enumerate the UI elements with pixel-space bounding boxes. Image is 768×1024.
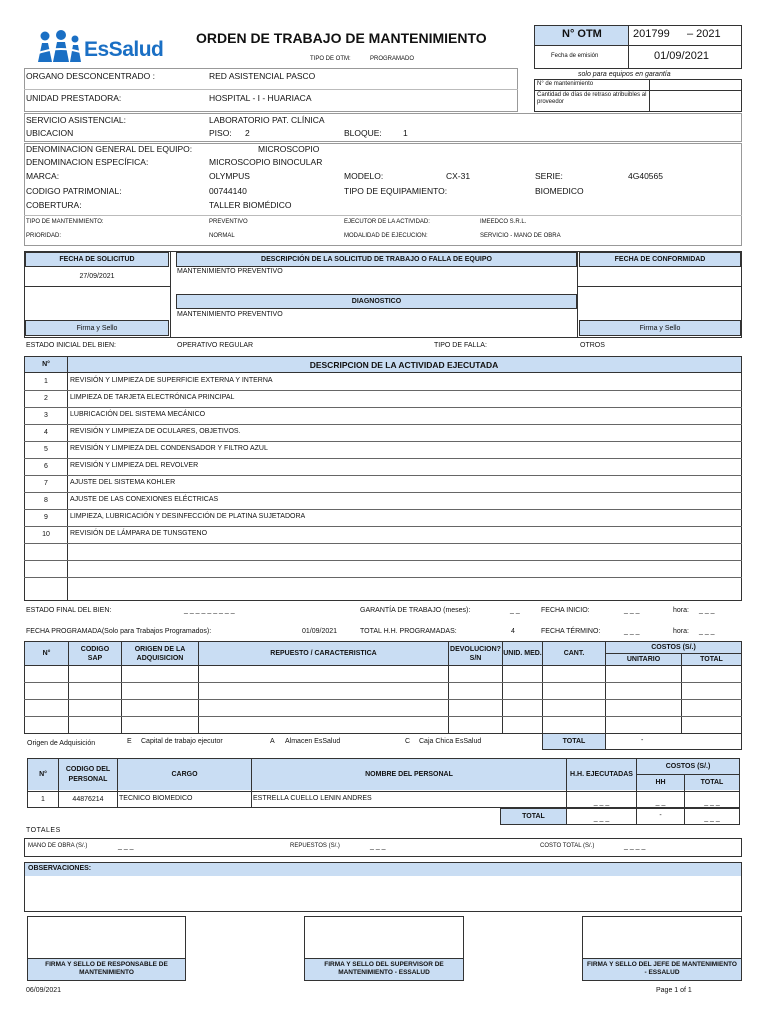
essalud-logo [36,30,171,64]
activity-description: AJUSTE DE LAS CONEXIONES ELÉCTRICAS [70,496,219,503]
den-especifica-label: DENOMINACION ESPECÍFICA: [26,157,149,167]
fecha-solicitud-label: FECHA DE SOLICITUD [59,256,135,263]
fecha-emision-value: 01/09/2021 [654,50,710,62]
rep-repuesto-header: REPUESTO / CARACTERISTICA [270,650,377,657]
otm-year: – 2021 [687,28,721,40]
activity-number: 9 [44,514,48,521]
per-total-hh: _ _ _ [593,815,610,822]
act-desc-header: DESCRIPCION DE LA ACTIVIDAD EJECUTADA [309,359,499,370]
rep-num-header: N° [42,650,51,657]
cobertura-label: COBERTURA: [26,200,82,210]
costo-total-label: COSTO TOTAL (S/.) [540,843,595,849]
activity-number [25,577,67,594]
tipo-eq-value: BIOMEDICO [535,186,584,196]
per-row-hh: _ _ _ [593,799,610,806]
firma3-caption: FIRMA Y SELLO DEL JEFE DE MANTENIMIENTO - ESSALUD [587,961,737,976]
per-row-hh2: _ _ [655,799,666,806]
fecha-inicio-value: _ _ _ [624,607,640,614]
rep-costos-header: COSTOS (S/.) [651,644,696,651]
activity-description: REVISIÓN DE LÁMPARA DE TUNSGTENO [70,530,208,537]
firma2-caption: FIRMA Y SELLO DEL SUPERVISOR DE MANTENIMIENTO - ESSALUD [324,961,444,976]
tipo-falla-label: TIPO DE FALLA: [434,342,487,349]
activity-number: 1 [44,378,48,385]
per-row-num: 1 [41,796,45,803]
hora1-value: _ _ _ [699,607,715,614]
page-title: ORDEN DE TRABAJO DE MANTENIMIENTO [196,30,487,46]
origen-label: Origen de Adquisición [27,740,96,747]
estado-inicial-label: ESTADO INICIAL DEL BIEN: [26,342,116,349]
rep-total-value-cell [605,733,742,750]
totales-label: TOTALES [26,827,61,834]
tipo-eq-label: TIPO DE EQUIPAMIENTO: [344,186,448,196]
per-row-nombre: ESTRELLA CUELLO LENIN ANDRES [253,795,372,802]
prioridad-value: NORMAL [209,233,235,239]
mano-obra-value: _ _ _ [118,843,134,850]
modalidad-value: SERVICIO - MANO DE OBRA [480,233,561,239]
modelo-value: CX-31 [446,171,471,181]
rep-origen-header: ORIGEN DE LA ADQUISICION [134,645,186,662]
firma-left-label: Firma y Sello [76,324,118,332]
descripcion-label: DESCRIPCIÓN DE LA SOLICITUD DE TRABAJO O FALLA DE EQUIPO [261,256,492,263]
modelo-label: MODELO: [344,171,384,181]
per-total-hh2: - [659,812,662,819]
per-num-header: N° [39,771,47,778]
fecha-inicio-label: FECHA INICIO: [541,607,590,614]
codigo-value: 00744140 [209,186,247,196]
activity-description: REVISIÓN Y LIMPIEZA DEL REVOLVER [70,462,199,469]
piso-value: 2 [245,128,250,138]
piso-label: PISO: [209,128,232,138]
servicio-box [24,113,742,142]
per-row-codigo: 44876214 [72,796,104,803]
total-hh-label: TOTAL H.H. PROGRAMADAS: [360,628,457,635]
tipo-otm-value: PROGRAMADO [370,56,415,62]
origen-e: E [127,738,132,745]
costo-total-value: _ _ _ _ [624,843,646,850]
activity-number: 8 [44,497,48,504]
activity-description: LIMPIEZA, LUBRICACIÓN Y DESINFECCIÓN DE PLATINA SUJETADORA [70,513,306,520]
activity-number [25,543,67,560]
estado-final-label: ESTADO FINAL DEL BIEN: [26,607,112,614]
per-costos-header: COSTOS (S/.) [665,763,711,770]
origen-e-text: Capital de trabajo ejecutor [141,738,223,745]
den-general-value: MICROSCOPIO [258,144,320,154]
origen-c-text: Caja Chica EsSalud [419,738,482,745]
hora1-label: hora: [673,607,689,614]
logo-text: EsSalud [84,38,164,61]
activity-description: REVISIÓN Y LIMPIEZA DE SUPERFICIE EXTERNA Y INTERNA [70,377,273,384]
garantia-note: solo para equipos en garantía [578,71,671,78]
origen-a-text: Almacen EsSalud [285,738,341,745]
activity-number: 10 [42,531,50,538]
prioridad-label: PRIORIDAD: [26,233,62,239]
per-total-total: _ _ _ [704,815,720,822]
descripcion-value: MANTENIMIENTO PREVENTIVO [177,268,283,275]
per-total-label: TOTAL [522,813,545,820]
per-row-cargo: TECNICO BIOMEDICO [119,795,193,802]
origen-c: C [405,738,411,745]
activity-number: 3 [44,412,48,419]
tipo-falla-value: OTROS [580,342,605,349]
firma1-caption: FIRMA Y SELLO DE RESPONSABLE DE MANTENIMIENTO [45,961,168,976]
marca-value: OLYMPUS [209,171,250,181]
activity-number: 7 [44,480,48,487]
origen-a: A [270,738,275,745]
family-logo-icon [36,30,86,64]
rep-total-label: TOTAL [562,738,586,745]
activity-description: LIMPIEZA DE TARJETA ELECTRÓNICA PRINCIPAL [70,394,235,401]
ubicacion-label: UBICACION [26,128,74,138]
tipo-otm-label: TIPO DE OTM: [310,56,351,62]
unidad-label: UNIDAD PRESTADORA: [26,93,122,103]
rep-cant-header: CANT. [563,650,585,657]
rep-total-value: - [641,737,644,744]
mano-obra-label: MANO DE OBRA (S/.) [28,843,88,849]
fecha-termino-label: FECHA TÉRMINO: [541,628,601,635]
activity-description: AJUSTE DEL SISTEMA KOHLER [70,479,176,486]
rep-devol-header: DEVOLUCION? S/N [450,645,501,662]
bloque-value: 1 [403,128,408,138]
ejecutor-label: EJECUTOR DE LA ACTIVIDAD: [344,219,430,225]
rep-total-header: TOTAL [700,656,723,663]
rep-unitario-header: UNITARIO [626,656,661,663]
fecha-prog-value: 01/09/2021 [302,628,338,635]
otm-label: N° OTM [562,28,602,40]
garantia-trabajo-label: GARANTÍA DE TRABAJO (meses): [360,607,471,614]
codigo-label: CODIGO PATRIMONIAL: [26,186,122,196]
repuestos-total-value: _ _ _ [370,843,386,850]
activity-number: 5 [44,446,48,453]
activity-description: LUBRICACIÓN DEL SISTEMA MECÁNICO [70,411,206,418]
repuestos-total-label: REPUESTOS (S/.) [290,843,340,849]
estado-final-value: _ _ _ _ _ _ _ _ _ [184,607,235,614]
mantenimiento-label: N° de mantenimiento [537,81,594,87]
organo-label: ORGANO DESCONCENTRADO : [26,71,155,81]
fecha-emision-label: Fecha de emisión [551,53,599,59]
garantia-trabajo-value: _ _ [510,607,520,614]
hora2-label: hora: [673,628,689,635]
activity-number: 2 [44,395,48,402]
per-total-header: TOTAL [700,779,724,786]
servicio-label: SERVICIO ASISTENCIAL: [26,115,126,125]
tipo-mant-value: PREVENTIVO [209,219,248,225]
diagnostico-value: MANTENIMIENTO PREVENTIVO [177,311,283,318]
footer-date: 06/09/2021 [26,987,62,994]
servicio-value: LABORATORIO PAT. CLÍNICA [209,115,325,125]
bloque-label: BLOQUE: [344,128,382,138]
serie-value: 4G40565 [628,171,663,181]
activity-number: 4 [44,429,48,436]
conformidad-label: FECHA DE CONFORMIDAD [614,256,706,263]
cobertura-value: TALLER BIOMÉDICO [209,200,292,210]
observaciones-label: OBSERVACIONES: [28,865,92,872]
den-especifica-value: MICROSCOPIO BINOCULAR [209,157,323,167]
per-cargo-header: CARGO [171,771,198,778]
diagnostico-label: DIAGNOSTICO [351,298,402,305]
organo-value: RED ASISTENCIAL PASCO [209,71,316,81]
retraso-label: Cantidad de días de retraso atribuibles al proveedor [537,92,647,105]
activity-number: 6 [44,463,48,470]
serie-label: SERIE: [535,171,563,181]
observaciones-header [25,863,741,876]
per-hh-header: H.H. EJECUTADAS [570,770,633,778]
total-hh-value: 4 [511,628,515,635]
hora2-value: _ _ _ [699,628,715,635]
activity-description: REVISIÓN Y LIMPIEZA DEL CONDENSADOR Y FILTRO AZUL [70,445,268,452]
act-num-header: N° [42,361,50,368]
fecha-termino-value: _ _ _ [624,628,640,635]
per-hh2-header: HH [655,779,666,786]
per-codigo-header: CODIGO DEL PERSONAL [65,765,111,783]
modalidad-label: MODALIDAD DE EJECUCION: [344,233,428,239]
rep-unid-header: UNID. MED. [503,650,542,657]
firma-right-label: Firma y Sello [639,324,681,332]
footer-page: Page 1 of 1 [656,987,692,994]
fecha-prog-label: FECHA PROGRAMADA(Solo para Trabajos Programados): [26,628,212,635]
per-nombre-header: NOMBRE DEL PERSONAL [365,771,453,778]
activity-description: REVISIÓN Y LIMPIEZA DE OCULARES, OBJETIVOS. [70,428,241,435]
fecha-solicitud-value: 27/09/2021 [79,273,115,280]
unidad-value: HOSPITAL - I - HUARIACA [209,93,312,103]
otm-number: 201799 [633,28,670,40]
rep-codigo-header: CODIGO SAP [80,645,110,662]
ejecutor-value: IMEEDCO S.R.L. [480,219,527,225]
den-general-label: DENOMINACION GENERAL DEL EQUIPO: [26,144,193,154]
marca-label: MARCA: [26,171,60,181]
tipo-mant-label: TIPO DE MANTENIMIENTO: [26,219,104,225]
estado-inicial-value: OPERATIVO REGULAR [177,342,254,349]
per-row-total: _ _ _ [704,799,720,806]
activity-number [25,560,67,577]
